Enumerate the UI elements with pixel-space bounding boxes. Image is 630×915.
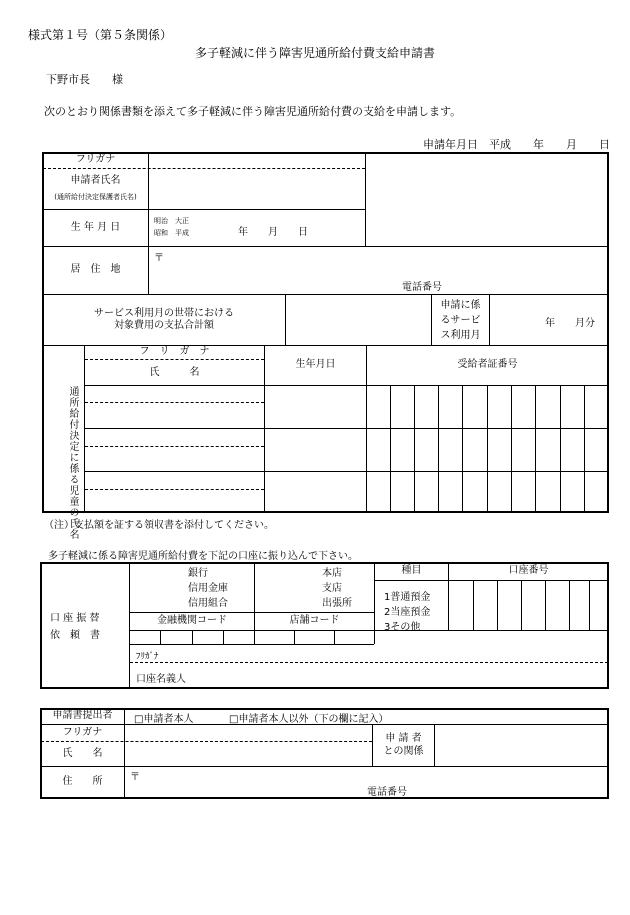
code-box-line xyxy=(294,630,295,644)
type-options[interactable]: 1普通預金 2当座預金 3その他 xyxy=(384,592,431,633)
submitter-name-label: 氏 名 xyxy=(62,747,103,759)
furigana-label: フリガナ xyxy=(75,154,116,166)
child-row-2-name[interactable] xyxy=(85,429,264,471)
digit-col xyxy=(462,385,463,512)
col-line xyxy=(489,294,490,345)
digit-col xyxy=(545,580,546,630)
applicant-name-label: 申請者氏名 xyxy=(70,174,121,186)
form-number: 様式第１号（第５条関係） xyxy=(28,28,173,42)
digit-col xyxy=(438,385,439,512)
child-row-3-name[interactable] xyxy=(85,472,264,512)
branch-code-label: 店舗コード xyxy=(289,615,340,627)
code-box-line xyxy=(334,630,335,644)
kana-label: ﾌﾘｶﾞﾅ xyxy=(136,652,159,662)
digit-col xyxy=(560,385,561,512)
relation-label: 申 請 者 との関係 xyxy=(383,733,424,757)
relation-input[interactable] xyxy=(435,725,608,766)
option-self-checkbox[interactable]: □申請者本人 xyxy=(134,714,194,725)
digit-col xyxy=(390,385,391,512)
child-row-1-name[interactable] xyxy=(85,386,264,428)
child-birthdate-header: 生年月日 xyxy=(295,359,336,371)
era-options[interactable]: 明治 大正 昭和 平成 xyxy=(154,217,189,237)
code-box-line xyxy=(374,630,375,644)
digit-col xyxy=(487,385,488,512)
code-box-line xyxy=(160,630,161,644)
service-month-label: 申請に係 るサービ ス利用月 xyxy=(440,299,481,341)
birthdate-label: 生 年 月 日 xyxy=(70,221,121,233)
receipt-note: （注）支払額を証する領収書を添付してください。 xyxy=(44,520,274,531)
child-name-header: 氏 名 xyxy=(149,366,200,378)
code-box-line xyxy=(254,630,255,644)
digit-col xyxy=(589,580,590,630)
holder-label: 口座名義人 xyxy=(136,674,186,685)
applicant-blank-cell xyxy=(366,153,608,246)
applicant-name-sublabel: (通所給付決定保護者氏名) xyxy=(54,192,137,201)
furigana-input[interactable] xyxy=(149,153,365,168)
digit-col xyxy=(569,580,570,630)
submitter-name-input[interactable] xyxy=(125,725,372,766)
page-title: 多子軽減に伴う障害児通所給付費支給申請書 xyxy=(194,46,435,60)
branch-types: 本店 支店 出張所 xyxy=(322,568,352,609)
submitter-label: 申請書提出者 xyxy=(52,710,113,722)
application-date: 申請年月日 平成 年 月 日 xyxy=(423,138,610,151)
code-box-line xyxy=(223,630,224,644)
intro-text: 次のとおり関係書類を添えて多子軽減に伴う障害児通所給付費の支給を申請します。 xyxy=(44,105,462,118)
digit-col xyxy=(521,580,522,630)
digit-col xyxy=(511,385,512,512)
digit-col xyxy=(497,580,498,630)
digit-col xyxy=(473,580,474,630)
code-box-line xyxy=(192,630,193,644)
row-line xyxy=(375,580,608,581)
holder-input[interactable] xyxy=(255,645,608,688)
service-total-label: サービス利用月の世帯における 対象費用の支払合計額 xyxy=(94,307,234,331)
submitter-furigana-label: フリガナ xyxy=(62,726,103,738)
children-side-label: 通所給付決定に係る児童の氏名 xyxy=(67,386,78,540)
applicant-name-input[interactable] xyxy=(149,169,365,209)
phone-label: 電話番号 xyxy=(402,282,442,293)
bank-intro: 多子軽減に係る障害児通所給付費を下記の口座に振り込んで下さい。 xyxy=(48,551,358,562)
type-header: 種目 xyxy=(401,565,422,577)
option-other-checkbox[interactable]: □申請者本人以外（下の欄に記入） xyxy=(229,714,389,725)
institution-code-label: 金融機関コード xyxy=(157,615,227,627)
digit-col xyxy=(414,385,415,512)
row-line xyxy=(130,630,608,631)
institution-types: 銀行 信用金庫 信用組合 xyxy=(188,568,228,609)
submitter-phone-label: 電話番号 xyxy=(367,787,407,798)
bank-side-label: 口 座 振 替 依 頼 書 xyxy=(50,613,100,641)
digit-col xyxy=(535,385,536,512)
digit-col xyxy=(584,385,585,512)
submitter-postal-mark: 〒 xyxy=(130,772,140,783)
birthdate-ymd[interactable]: 年 月 日 xyxy=(238,227,308,238)
address-label: 居 住 地 xyxy=(70,264,121,276)
furigana-divider xyxy=(85,359,264,360)
child-cert-header: 受給者証番号 xyxy=(457,359,518,371)
postal-mark: 〒 xyxy=(154,253,164,264)
address-input[interactable] xyxy=(149,247,608,294)
child-furigana-header: フ リ ガ ナ xyxy=(139,346,210,358)
service-total-input[interactable] xyxy=(286,295,431,345)
account-header: 口座番号 xyxy=(508,565,549,577)
service-month-value[interactable]: 年 月分 xyxy=(545,318,595,329)
submitter-address-label: 住 所 xyxy=(62,776,103,788)
addressee: 下野市長 様 xyxy=(46,73,123,86)
